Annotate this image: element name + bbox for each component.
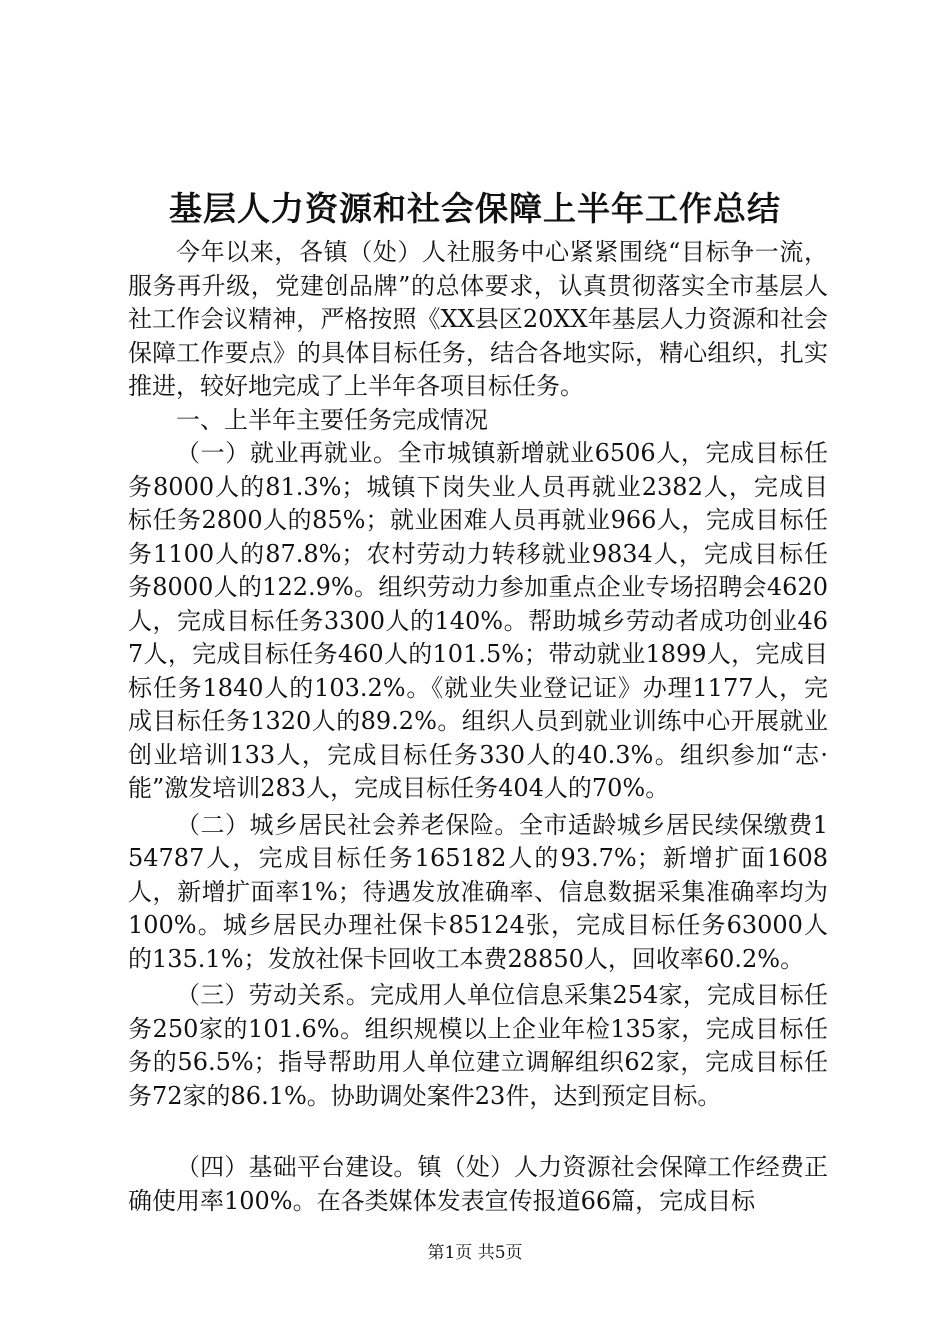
paragraph-employment: （一）就业再就业。全市城镇新增就业6506人，完成目标任务8000人的81.3%；城镇下岗失业人员再就业2382人，完成目标任务2800人的85%；就业困难人员再就业966人，完成目标任务1100人的87.8%；农村劳动力转移就业9834人，完成目标任务8000人的122.9%。组织劳动力参加重点企业专场招聘会4620人，完成目标任务3300人的140%。帮助城乡劳动者成功创业467人，完成目标任务460人的101.5%；带动就业1899人，完成目标任务1840人的103.2%。《就业失业登记证》办理1177人，完成目标任务1320人的89.2%。组织人员到就业训练中心开展就业创业培训133人，完成目标任务330人的40.3%。组织参加“志·能”激发培训283人，完成目标任务404人的70%。	[128, 439, 828, 802]
paragraph-pension: （二）城乡居民社会养老保险。全市适龄城乡居民续保缴费154787人，完成目标任务165182人的93.7%；新增扩面1608人，新增扩面率1%；待遇发放准确率、信息数据采集准确率均为100%。城乡居民办理社保卡85124张，完成目标任务63000人的135.1%；发放社保卡回收工本费28850人，回收率60.2%。	[128, 810, 828, 973]
paragraph-platform: （四）基础平台建设。镇（处）人力资源社会保障工作经费正确使用率100%。在各类媒体发表宣传报道66篇，完成目标	[128, 1153, 828, 1215]
paragraph-labor-relations: （三）劳动关系。完成用人单位信息采集254家，完成目标任务250家的101.6%。组织规模以上企业年检135家，完成目标任务的56.5%；指导帮助用人单位建立调解组织62家，完成目标任务72家的86.1%。协助调处案件23件，达到预定目标。	[128, 981, 828, 1110]
section-heading: 一、上半年主要任务完成情况	[176, 405, 488, 434]
paragraph-intro: 今年以来，各镇（处）人社服务中心紧紧围绕“目标争一流，服务再升级，党建创品牌”的总体要求，认真贯彻落实全市基层人社工作会议精神，严格按照《XX县区20XX年基层人力资源和社会保障工作要点》的具体目标任务，结合各地实际，精心组织，扎实推进，较好地完成了上半年各项目标任务。	[128, 238, 828, 400]
document-body	[128, 236, 828, 1218]
document-title: 基层人力资源和社会保障上半年工作总结	[169, 189, 781, 228]
page-footer: 第1页 共5页	[427, 1243, 523, 1263]
